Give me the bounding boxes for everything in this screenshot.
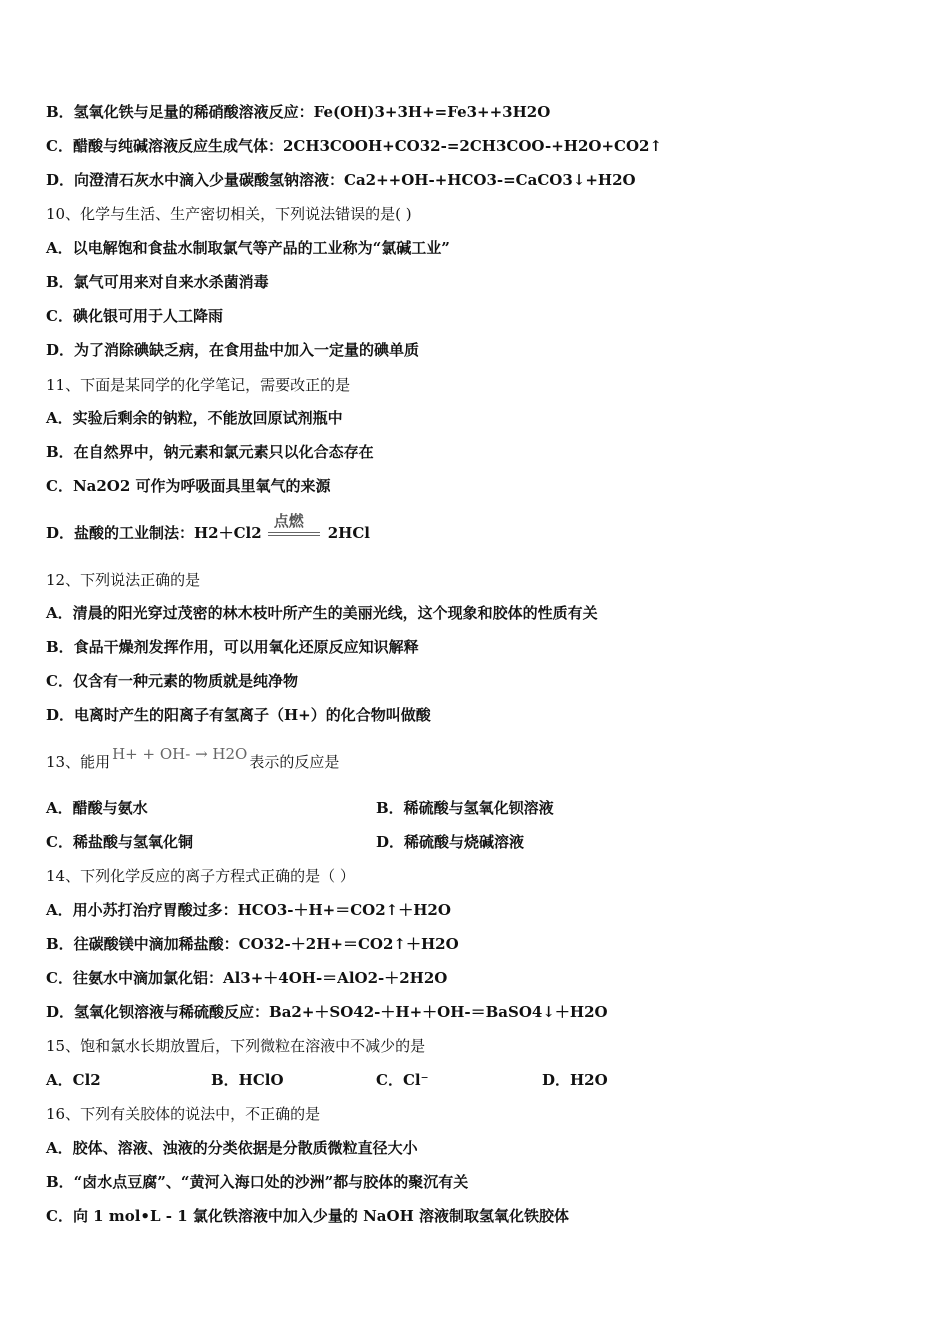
q11-stem: 11、下面是某同学的化学笔记，需要改正的是 — [46, 376, 351, 394]
q16-option-a: A．胶体、溶液、浊液的分类依据是分散质微粒直径大小 — [46, 1139, 418, 1157]
q10-option-a: A．以电解饱和食盐水制取氯气等产品的工业称为“氯碱工业” — [46, 239, 450, 257]
q14-option-c: C．往氨水中滴加氯化铝：Al3+＋4OH-＝AlO2-＋2H2O — [46, 969, 448, 987]
q16-stem: 16、下列有关胶体的说法中，不正确的是 — [46, 1105, 321, 1123]
q15-option-d: D．H2O — [542, 1071, 608, 1089]
q13-option-b: B．稀硫酸与氢氧化钡溶液 — [376, 799, 554, 817]
q10-option-b: B．氯气可用来对自来水杀菌消毒 — [46, 273, 269, 291]
q13-option-c: C．稀盐酸与氢氧化铜 — [46, 833, 193, 851]
q10-stem: 10、化学与生活、生产密切相关，下列说法错误的是( ) — [46, 205, 412, 223]
ignite-condition-equals — [268, 512, 322, 545]
q11-option-a: A．实验后剩余的钠粒，不能放回原试剂瓶中 — [46, 409, 343, 427]
q13-stem — [46, 745, 340, 772]
q15-option-c: C．Cl⁻ — [376, 1071, 429, 1089]
q11-option-b: B．在自然界中，钠元素和氯元素只以化合态存在 — [46, 443, 374, 461]
q13-option-d: D．稀硫酸与烧碱溶液 — [376, 833, 525, 851]
q9-option-d: D．向澄清石灰水中滴入少量碳酸氢钠溶液：Ca2++OH-+HCO3-=CaCO3↓+H2O — [46, 171, 636, 189]
q14-stem: 14、下列化学反应的离子方程式正确的是（ ） — [46, 867, 355, 885]
q12-option-a: A．清晨的阳光穿过茂密的林木枝叶所产生的美丽光线，这个现象和胶体的性质有关 — [46, 604, 598, 622]
q12-stem: 12、下列说法正确的是 — [46, 571, 201, 589]
q13-stem-prefix: 13、能用 — [46, 753, 111, 771]
q9-option-b: B．氢氧化铁与足量的稀硝酸溶液反应：Fe(OH)3+3H+=Fe3++3H2O — [46, 103, 551, 121]
q13-stem-suffix: 表示的反应是 — [249, 753, 340, 771]
q12-option-c: C．仅含有一种元素的物质就是纯净物 — [46, 672, 298, 690]
q12-option-d: D．电离时产生的阳离子有氢离子（H+）的化合物叫做酸 — [46, 706, 431, 724]
q10-option-d: D．为了消除碘缺乏病，在食用盐中加入一定量的碘单质 — [46, 341, 420, 359]
equals-sign-graphic — [268, 532, 320, 536]
q14-option-b: B．往碳酸镁中滴加稀盐酸：CO32-＋2H+＝CO2↑＋H2O — [46, 935, 459, 953]
q11-option-d-suffix: 2HCl — [327, 524, 370, 542]
q15-option-a: A．Cl2 — [46, 1071, 101, 1089]
q11-option-d-prefix: D．盐酸的工业制法：H2＋Cl2 — [46, 524, 262, 542]
q9-option-c: C．醋酸与纯碱溶液反应生成气体：2CH3COOH+CO32-=2CH3COO-+H2O+CO2↑ — [46, 137, 663, 155]
q14-option-a: A．用小苏打治疗胃酸过多：HCO3-＋H+＝CO2↑＋H2O — [46, 901, 451, 919]
q13-ionic-equation: H+ + OH- → H2O — [112, 745, 248, 763]
ignite-condition-label: 点燃 — [273, 512, 304, 530]
q12-option-b: B．食品干燥剂发挥作用，可以用氧化还原反应知识解释 — [46, 638, 419, 656]
q11-option-c: C．Na2O2 可作为呼吸面具里氧气的来源 — [46, 477, 331, 495]
q15-stem: 15、饱和氯水长期放置后，下列微粒在溶液中不减少的是 — [46, 1037, 426, 1055]
q16-option-b: B．“卤水点豆腐”、“黄河入海口处的沙洲”都与胶体的聚沉有关 — [46, 1173, 469, 1191]
q15-option-b: B．HClO — [211, 1071, 284, 1089]
q10-option-c: C．碘化银可用于人工降雨 — [46, 307, 223, 325]
q14-option-d: D．氢氧化钡溶液与稀硫酸反应：Ba2+＋SO42-＋H+＋OH-＝BaSO4↓＋H2O — [46, 1003, 608, 1021]
q11-option-d — [46, 512, 370, 545]
q13-option-a: A．醋酸与氨水 — [46, 799, 148, 817]
q16-option-c: C．向 1 mol•L - 1 氯化铁溶液中加入少量的 NaOH 溶液制取氢氧化铁胶体 — [46, 1207, 569, 1225]
